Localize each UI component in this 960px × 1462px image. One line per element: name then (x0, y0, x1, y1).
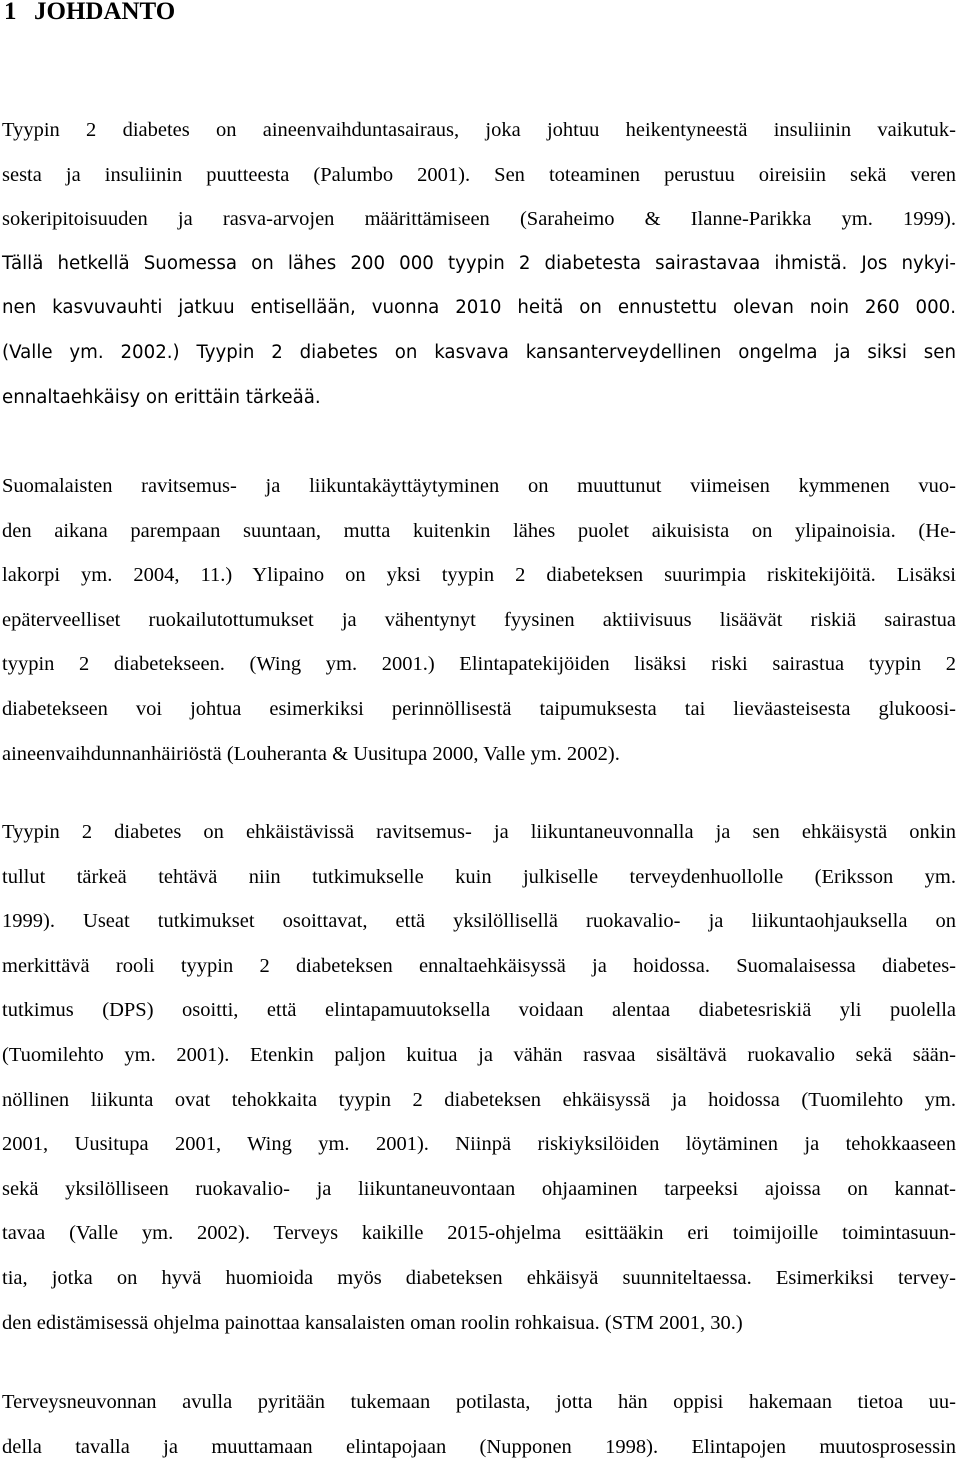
text-line: 1999). Useat tutkimukset osoittavat, että yksilöllisellä ruokavalio- ja liikuntaohjauksella on (2, 910, 956, 933)
text-line: tia, jotka on hyvä huomioida myös diabeteksen ehkäisyä suunniteltaessa. Esimerkiksi tervey- (2, 1266, 956, 1289)
paragraph-diabetes-intro (2, 108, 956, 420)
text-line: Suomalaisten ravitsemus- ja liikuntakäyttäytyminen on muuttunut viimeisen kymmenen vuo- (2, 475, 956, 497)
chapter-title: JOHDANTO (34, 0, 176, 25)
text-line: epäterveelliset ruokailutottumukset ja vähentynyt fyysinen aktiivisuus lisäävät riskiä sairastua (2, 608, 956, 631)
text-line: den aikana parempaan suuntaan, mutta kuitenkin lähes puolet aikuisista on ylipainoisia. (He- (2, 519, 956, 542)
text-line: della tavalla ja muuttamaan elintapojaan (Nupponen 1998). Elintapojen muutosprosessin (2, 1435, 956, 1458)
chapter-heading (4, 0, 175, 32)
text-line: Tyypin 2 diabetes on ehkäistävissä ravitsemus- ja liikuntaneuvonnalla ja sen ehkäisystä onkin (2, 821, 956, 843)
text-line: tavaa (Valle ym. 2002). Terveys kaikille 2015-ohjelma esittääkin eri toimijoille toimintasuun- (2, 1222, 956, 1245)
text-line: ennaltaehkäisy on erittäin tärkeää. (2, 386, 321, 408)
text-line: tyypin 2 diabetekseen. (Wing ym. 2001.) Elintapatekijöiden lisäksi riski sairastua tyypin 2 (2, 653, 956, 676)
text-line: sekä yksilölliseen ruokavalio- ja liikuntaneuvontaan ohjaaminen tarpeeksi ajoissa on kannat- (2, 1177, 956, 1200)
paragraph-prevention (2, 810, 956, 1345)
text-line: Tyypin 2 diabetes on aineenvaihduntasairaus, joka johtuu heikentyneestä insuliinin vaikutuk- (2, 119, 956, 141)
text-line: sokeripitoisuuden ja rasva-arvojen määrittämiseen (Saraheimo & Ilanne-Parikka ym. 1999). (2, 208, 956, 231)
chapter-number: 1 (4, 0, 17, 25)
text-line: lakorpi ym. 2004, 11.) Ylipaino on yksi tyypin 2 diabeteksen suurimpia riskitekijöitä. Lisäksi (2, 564, 956, 587)
text-line: den edistämisessä ohjelma painottaa kansalaisten oman roolin rohkaisua. (STM 2001, 30.) (2, 1311, 743, 1334)
text-line: (Valle ym. 2002.) Tyypin 2 diabetes on kasvava kansanterveydellinen ongelma ja siksi sen (2, 341, 956, 363)
paragraph-lifestyle-risk (2, 464, 956, 776)
text-line: tutkimus (DPS) osoitti, että elintapamuutoksella voidaan alentaa diabetesriskiä yli puolella (2, 999, 956, 1022)
text-line: Tällä hetkellä Suomessa on lähes 200 000 tyypin 2 diabetesta sairastavaa ihmistä. Jos nykyi- (2, 252, 956, 274)
text-line: aineenvaihdunnanhäiriöstä (Louheranta & Uusitupa 2000, Valle ym. 2002). (2, 742, 620, 765)
text-line: merkittävä rooli tyypin 2 diabeteksen ennaltaehkäisyssä ja hoidossa. Suomalaisessa diabetes- (2, 954, 956, 977)
text-line: nen kasvuvauhti jatkuu entisellään, vuonna 2010 heitä on ennustettu olevan noin 260 000. (2, 297, 956, 319)
text-line: sesta ja insuliinin puutteesta (Palumbo 2001). Sen toteaminen perustuu oireisiin sekä veren (2, 163, 956, 186)
text-line: Terveysneuvonnan avulla pyritään tukemaan potilasta, jotta hän oppisi hakemaan tietoa uu- (2, 1391, 956, 1413)
paragraph-health-counselling (2, 1380, 956, 1462)
text-line: nöllinen liikunta ovat tehokkaita tyypin 2 diabeteksen ehkäisyssä ja hoidossa (Tuomilehto ym. (2, 1088, 956, 1111)
text-line: tullut tärkeä tehtävä niin tutkimukselle kuin julkiselle terveydenhuollolle (Eriksson ym. (2, 865, 956, 888)
text-line: diabetekseen voi johtua esimerkiksi perinnöllisestä taipumuksesta tai lieväasteisesta glukoosi- (2, 697, 956, 720)
text-line: (Tuomilehto ym. 2001). Etenkin paljon kuitua ja vähän rasvaa sisältävä ruokavalio sekä sään- (2, 1043, 956, 1066)
text-line: 2001, Uusitupa 2001, Wing ym. 2001). Niinpä riskiyksilöiden löytäminen ja tehokkaaseen (2, 1133, 956, 1156)
